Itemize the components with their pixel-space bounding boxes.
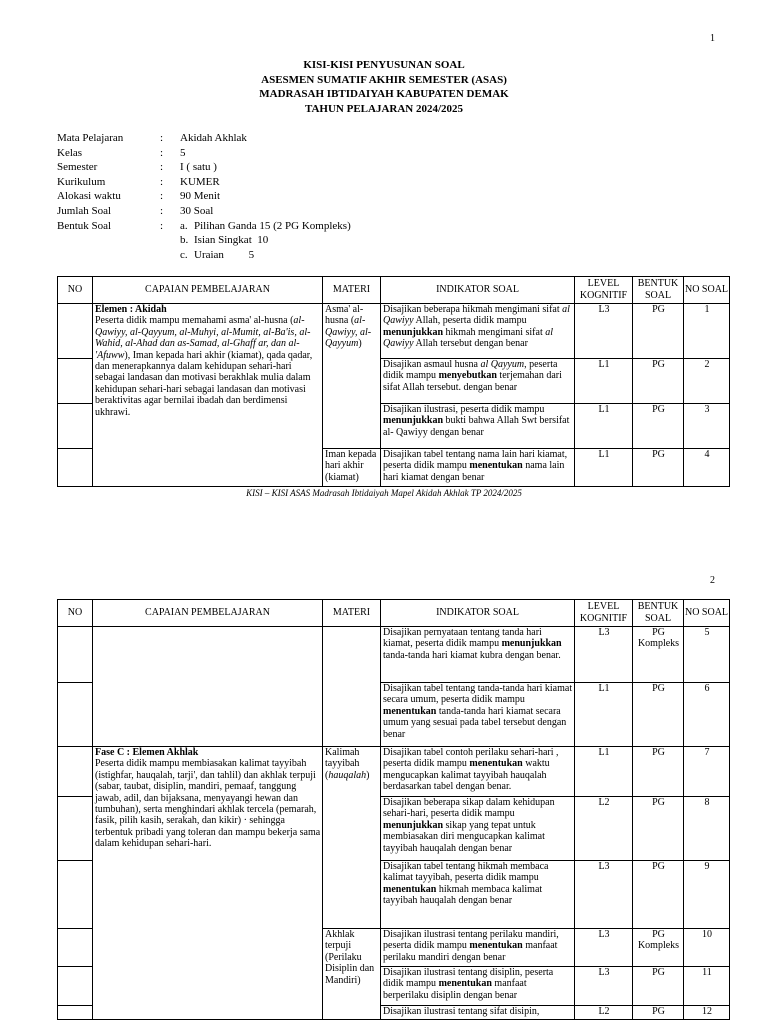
bentuk-item-marker: a. (180, 219, 188, 232)
materi-cell: Akhlak terpuji (Perilaku Disiplin dan Mandiri) (323, 929, 381, 1020)
header-bentuk: BENTUK SOAL (633, 277, 684, 304)
meta-value: 30 Soal (180, 204, 214, 217)
row-no-cell (58, 929, 93, 967)
meta-colon: : (160, 175, 164, 188)
title-line: ASESMEN SUMATIF AKHIR SEMESTER (ASAS) (261, 73, 507, 86)
meta-value: 90 Menit (180, 190, 221, 203)
capaian-cell (93, 747, 323, 1020)
kisi-table-page1 (57, 276, 730, 487)
meta-colon: : (160, 161, 164, 174)
no-soal-cell: 1 (684, 304, 730, 359)
no-soal-cell: 9 (684, 861, 730, 929)
table-header-row (58, 600, 730, 627)
document-title (0, 58, 768, 116)
no-soal-cell: 12 (684, 1006, 730, 1020)
indikator-cell: Disajikan tabel tentang tanda-tanda hari kiamat secara umum, peserta didik mampu menentukan tanda-tanda hari kiamat secara umum yang sesuai pada tabel tersebut dengan benar (381, 683, 575, 747)
header-level: LEVEL KOGNITIF (575, 600, 633, 627)
bentuk-item (180, 219, 351, 234)
row-no-cell (58, 449, 93, 487)
level-cell: L1 (575, 747, 633, 797)
header-capaian: CAPAIAN PEMBELAJARAN (93, 277, 323, 304)
meta-label: Alokasi waktu (57, 190, 121, 203)
meta-label: Semester (57, 161, 98, 174)
meta-row (57, 146, 351, 161)
bentuk-cell: PG (633, 359, 684, 404)
row-no-cell (58, 627, 93, 683)
meta-value: KUMER (180, 175, 220, 188)
bentuk-item-text: Uraian 5 (194, 248, 255, 261)
header-bentuk: BENTUK SOAL (633, 600, 684, 627)
meta-row (57, 219, 351, 263)
meta-row (57, 175, 351, 190)
header-indikator: INDIKATOR SOAL (381, 277, 575, 304)
row-no-cell (58, 304, 93, 359)
table-header-row (58, 277, 730, 304)
meta-label: Kelas (57, 146, 83, 159)
header-materi: MATERI (323, 600, 381, 627)
title-line: TAHUN PELAJARAN 2024/2025 (304, 102, 464, 115)
bentuk-soal-list (180, 219, 351, 263)
indikator-cell: Disajikan tabel tentang hikmah membaca kalimat tayyibah, peserta didik mampu menentukan hikmah membaca kalimat tayyibah hauqalah dengan benar (381, 861, 575, 929)
meta-label: Kurikulum (57, 175, 106, 188)
no-soal-cell: 11 (684, 967, 730, 1006)
no-soal-cell: 10 (684, 929, 730, 967)
no-soal-cell: 8 (684, 797, 730, 861)
materi-cell (323, 304, 381, 449)
meta-label: Bentuk Soal (57, 219, 112, 232)
row-no-cell (58, 1006, 93, 1020)
header-no: NO (58, 600, 93, 627)
capaian-cell (93, 627, 323, 747)
indikator-cell: Disajikan beberapa sikap dalam kehidupan sehari-hari, peserta didik mampu menunjukkan sikap yang tepat untuk membiasakan diri mengucapkan kalimat tayyibah hauqalah dengan benar (381, 797, 575, 861)
no-soal-cell: 2 (684, 359, 730, 404)
table-row (58, 627, 730, 683)
bentuk-cell: PG (633, 449, 684, 487)
table-row (58, 747, 730, 797)
bentuk-item-text: Isian Singkat 10 (194, 234, 269, 247)
level-cell: L2 (575, 1006, 633, 1020)
level-cell: L3 (575, 929, 633, 967)
level-cell: L1 (575, 683, 633, 747)
level-cell: L3 (575, 967, 633, 1006)
meta-colon: : (160, 146, 164, 159)
bentuk-cell: PG (633, 1006, 684, 1020)
bentuk-item (180, 248, 351, 263)
materi-text: Asma' al-husna (al-Qawiyy, al-Qayyum) (325, 304, 372, 350)
no-soal-cell: 5 (684, 627, 730, 683)
elemen-title: Elemen : Akidah (95, 304, 167, 315)
bentuk-cell: PG (633, 304, 684, 359)
no-soal-cell: 7 (684, 747, 730, 797)
meta-colon: : (160, 190, 164, 203)
row-no-cell (58, 967, 93, 1006)
meta-row (57, 204, 351, 219)
meta-label: Mata Pelajaran (57, 132, 124, 144)
materi-cell: Iman kepada hari akhir (kiamat) (323, 449, 381, 487)
materi-text: Kalimah tayyibah (hauqalah) (325, 747, 370, 781)
elemen-title: Fase C : Elemen Akhlak (95, 747, 199, 758)
indikator-cell: Disajikan tabel contoh perilaku sehari-hari , peserta didik mampu menentukan waktu mengucapkan kalimat tayyibah hauqalah berdasarkan tabel dengan benar. (381, 747, 575, 797)
indikator-cell: Disajikan ilustrasi tentang perilaku mandiri, peserta didik mampu menentukan manfaat perilaku mandiri dengan benar (381, 929, 575, 967)
indikator-cell: Disajikan ilustrasi tentang sifat disipin, (381, 1006, 575, 1020)
indikator-cell: Disajikan tabel tentang nama lain hari kiamat, peserta didik mampu menentukan nama lain hari kiamat dengan benar (381, 449, 575, 487)
page-number: 1 (710, 33, 715, 44)
header-no-soal: NO SOAL (684, 600, 730, 627)
header-materi: MATERI (323, 277, 381, 304)
page-footer: KISI – KISI ASAS Madrasah Ibtidaiyah Mapel Akidah Akhlak TP 2024/2025 (246, 488, 522, 498)
bentuk-cell: PG (633, 967, 684, 1006)
title-line: KISI-KISI PENYUSUNAN SOAL (303, 59, 465, 71)
materi-cell (323, 627, 381, 747)
level-cell: L1 (575, 449, 633, 487)
meta-row (57, 189, 351, 204)
materi-cell (323, 747, 381, 929)
capaian-text: Peserta didik mampu memahami asma' al-husna (al-Qawiyy, al-Qayyum, al-Muhyi, al-Mumit, al-Ba'is, al-Wahid, al-Ahad dan as-Samad, al-Ghaff ar, dan al- 'Afuww), Iman kepada hari akhir (kiamat), qada qadar, dan menerapkannya dalam kehidupan sehari-hari sebagai landasan dan motivasi berakhlak mulia dalam kehidupan sehari-hari sebagai landasan dan motivasi beraktivitas agar bernilai ibadah dan berdimensi ukhrawi. (95, 315, 313, 418)
no-soal-cell: 6 (684, 683, 730, 747)
level-cell: L3 (575, 627, 633, 683)
bentuk-cell: PG Kompleks (633, 929, 684, 967)
meta-colon: : (160, 204, 164, 217)
level-cell: L3 (575, 304, 633, 359)
meta-row (57, 131, 351, 146)
row-no-cell (58, 797, 93, 861)
indikator-cell: Disajikan ilustrasi tentang disiplin, peserta didik mampu menentukan manfaat berperilaku disiplin dengan benar (381, 967, 575, 1006)
no-soal-cell: 3 (684, 404, 730, 449)
header-no: NO (58, 277, 93, 304)
table-row (58, 304, 730, 359)
row-no-cell (58, 861, 93, 929)
row-no-cell (58, 683, 93, 747)
meta-value: I ( satu ) (180, 161, 217, 174)
row-no-cell (58, 404, 93, 449)
indikator-cell: Disajikan ilustrasi, peserta didik mampu menunjukkan bukti bahwa Allah Swt bersifat al- Qawiyy dengan benar (381, 404, 575, 449)
bentuk-cell: PG Kompleks (633, 627, 684, 683)
bentuk-cell: PG (633, 861, 684, 929)
row-no-cell (58, 359, 93, 404)
bentuk-cell: PG (633, 683, 684, 747)
level-cell: L1 (575, 404, 633, 449)
meta-colon: : (160, 132, 164, 144)
meta-value: Akidah Akhlak (180, 132, 247, 144)
level-cell: L1 (575, 359, 633, 404)
meta-label: Jumlah Soal (57, 204, 112, 217)
level-cell: L2 (575, 797, 633, 861)
meta-value: 5 (180, 146, 186, 159)
identity-block (57, 131, 351, 262)
capaian-cell (93, 304, 323, 487)
bentuk-item (180, 233, 351, 248)
title-line: MADRASAH IBTIDAIYAH KABUPATEN DEMAK (259, 88, 509, 100)
header-no-soal: NO SOAL (684, 277, 730, 304)
no-soal-cell: 4 (684, 449, 730, 487)
bentuk-item-text: Pilihan Ganda 15 (2 PG Kompleks) (194, 219, 351, 232)
kisi-table-page2 (57, 599, 730, 1020)
page-number: 2 (710, 575, 715, 586)
meta-colon: : (160, 219, 164, 232)
indikator-cell: Disajikan asmaul husna al Qayyum, peserta didik mampu menyebutkan terjemahan dari sifat Allah tersebut. dengan benar (381, 359, 575, 404)
bentuk-cell: PG (633, 747, 684, 797)
header-capaian: CAPAIAN PEMBELAJARAN (93, 600, 323, 627)
row-no-cell (58, 747, 93, 797)
bentuk-cell: PG (633, 797, 684, 861)
capaian-text: Peserta didik mampu membiasakan kalimat tayyibah (istighfar, hauqalah, tarji', dan tahlil) dan akhlak terpuji (sabar, taubat, disiplin, mandiri, pemaaf, tanggung jawab, adil, dan bijaksana, menyayangi hewan dan tumbuhan), serta menghindari akhlak tercela (pemarah, fasik, pilih kasih, serakah, dan kikir) · sehingga terbentuk pribadi yang toleran dan mampu bekerja sama dalam kehidupan sehari-hari. (95, 758, 321, 850)
meta-row (57, 160, 351, 175)
level-cell: L3 (575, 861, 633, 929)
bentuk-item-marker: b. (180, 234, 189, 247)
bentuk-cell: PG (633, 404, 684, 449)
header-indikator: INDIKATOR SOAL (381, 600, 575, 627)
indikator-cell: Disajikan beberapa hikmah mengimani sifat al Qawiyy Allah, peserta didik mampu menunjukkan hikmah mengimani sifat al Qawiyy Allah tersebut dengan benar (381, 304, 575, 359)
header-level: LEVEL KOGNITIF (575, 277, 633, 304)
indikator-cell: Disajikan pernyataan tentang tanda hari kiamat, peserta didik mampu menunjukkan tanda-tanda hari kiamat kubra dengan benar. (381, 627, 575, 683)
bentuk-item-marker: c. (180, 248, 188, 261)
